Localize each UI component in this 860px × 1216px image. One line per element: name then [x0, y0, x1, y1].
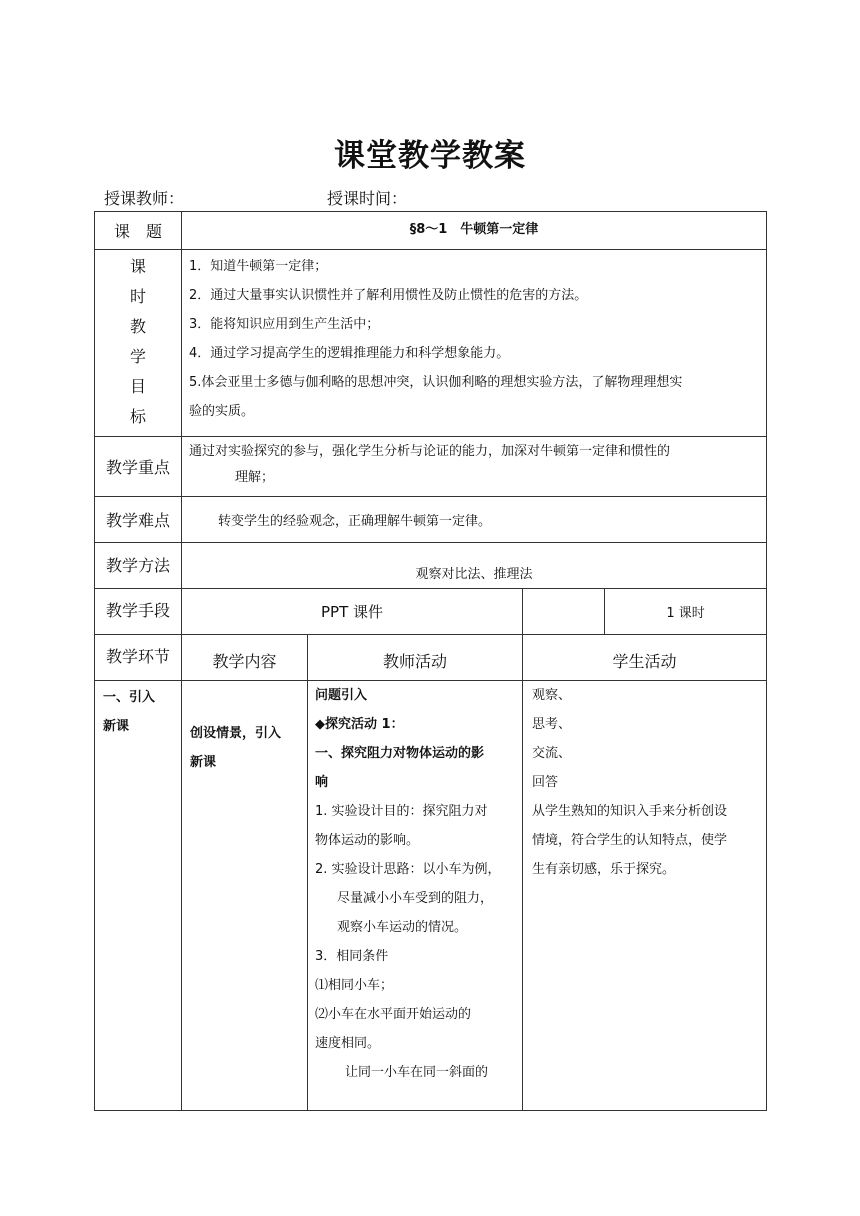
teacher-line: 问题引入	[315, 688, 368, 703]
teacher-line: 1. 实验设计目的：探究阻力对	[315, 804, 488, 819]
teacher-line: ◆探究活动 1：	[315, 717, 404, 732]
teacher-line: 物体运动的影响。	[315, 833, 420, 848]
difficulty-row	[95, 497, 767, 543]
teacher-line: 一、探究阻力对物体运动的影	[315, 746, 485, 761]
section1-stage	[95, 681, 182, 1111]
goals-content	[182, 250, 767, 437]
teacher-line: 速度相同。	[315, 1036, 381, 1051]
key-points-label: 教学重点	[95, 437, 182, 497]
key-points-line1: 通过对实验探究的参与，强化学生分析与论证的能力，加深对牛顿第一定律和惯性的	[189, 444, 671, 459]
content-line: 创设情景，引入	[190, 726, 282, 741]
goals-row	[95, 250, 767, 437]
header-content: 教学内容	[182, 635, 308, 681]
student-line: 思考、	[532, 717, 572, 732]
student-line: 生有亲切感，乐于探究。	[532, 862, 676, 877]
goals-label	[95, 250, 182, 437]
teacher-line: 响	[315, 775, 329, 790]
teacher-line: ⑵小车在水平面开始运动的	[315, 1007, 472, 1022]
goals-label-char: 时	[129, 287, 146, 306]
student-line: 从学生熟知的知识入手来分析创设	[532, 804, 728, 819]
student-line: 交流、	[532, 746, 572, 761]
teacher-line: ⑴相同小车；	[315, 978, 394, 993]
document-title: 课堂教学教案	[334, 138, 526, 174]
header-row	[95, 635, 767, 681]
method-label: 教学方法	[95, 543, 182, 589]
goal-item: 4．通过学习提高学生的逻辑推理能力和科学想象能力。	[189, 346, 510, 361]
goal-item: 验的实质。	[189, 404, 255, 419]
means-value: PPT 课件	[182, 589, 523, 635]
teacher-line: 观察小车运动的情况。	[337, 920, 468, 935]
stage-line: 新课	[103, 719, 130, 734]
goals-label-char: 学	[129, 347, 146, 366]
difficulty-value: 转变学生的经验观念，正确理解牛顿第一定律。	[182, 497, 767, 543]
stage-line: 一、引入	[103, 690, 156, 705]
goal-item: 1．知道牛顿第一定律；	[189, 259, 328, 274]
goals-label-char: 目	[129, 377, 146, 396]
teacher-line: 让同一小车在同一斜面的	[345, 1065, 489, 1080]
means-row	[95, 589, 767, 635]
topic-row	[95, 212, 767, 250]
goals-label-char: 教	[129, 317, 146, 336]
goals-label-char: 课	[129, 257, 146, 276]
header-student: 学生活动	[523, 635, 767, 681]
goal-item: 3．能将知识应用到生产生活中；	[189, 317, 380, 332]
section1-content	[182, 681, 308, 1111]
section1-teacher	[308, 681, 523, 1111]
means-blank	[523, 589, 605, 635]
means-hours: 1 课时	[605, 589, 767, 635]
means-label: 教学手段	[95, 589, 182, 635]
time-label: 授课时间：	[327, 189, 408, 208]
topic-value: §8～1 牛顿第一定律	[182, 212, 767, 250]
key-points-row	[95, 437, 767, 497]
goals-label-char: 标	[129, 407, 146, 426]
teacher-line: 尽量减小小车受到的阻力，	[337, 891, 494, 906]
method-row	[95, 543, 767, 589]
lesson-plan-table	[94, 211, 767, 1111]
goal-item: 2．通过大量事实认识惯性并了解利用惯性及防止惯性的危害的方法。	[189, 288, 588, 303]
section1-row	[95, 681, 767, 1111]
method-value: 观察对比法、推理法	[182, 543, 767, 589]
section1-student	[523, 681, 767, 1111]
header-stage: 教学环节	[95, 635, 182, 681]
teacher-label: 授课教师：	[104, 189, 185, 208]
student-line: 情境，符合学生的认知特点，使学	[532, 833, 728, 848]
student-line: 观察、	[532, 688, 572, 703]
teacher-line: 2. 实验设计思路：以小车为例，	[315, 862, 501, 877]
header-teacher: 教师活动	[308, 635, 523, 681]
key-points-line2: 理解；	[235, 470, 275, 485]
goal-item: 5.体会亚里士多德与伽利略的思想冲突，认识伽利略的理想实验方法，了解物理理想实	[189, 375, 683, 390]
difficulty-label: 教学难点	[95, 497, 182, 543]
key-points-content	[182, 437, 767, 497]
topic-label: 课 题	[95, 212, 182, 250]
content-line: 新课	[190, 755, 217, 770]
student-line: 回答	[532, 775, 559, 790]
teacher-line: 3．相同条件	[315, 949, 389, 964]
